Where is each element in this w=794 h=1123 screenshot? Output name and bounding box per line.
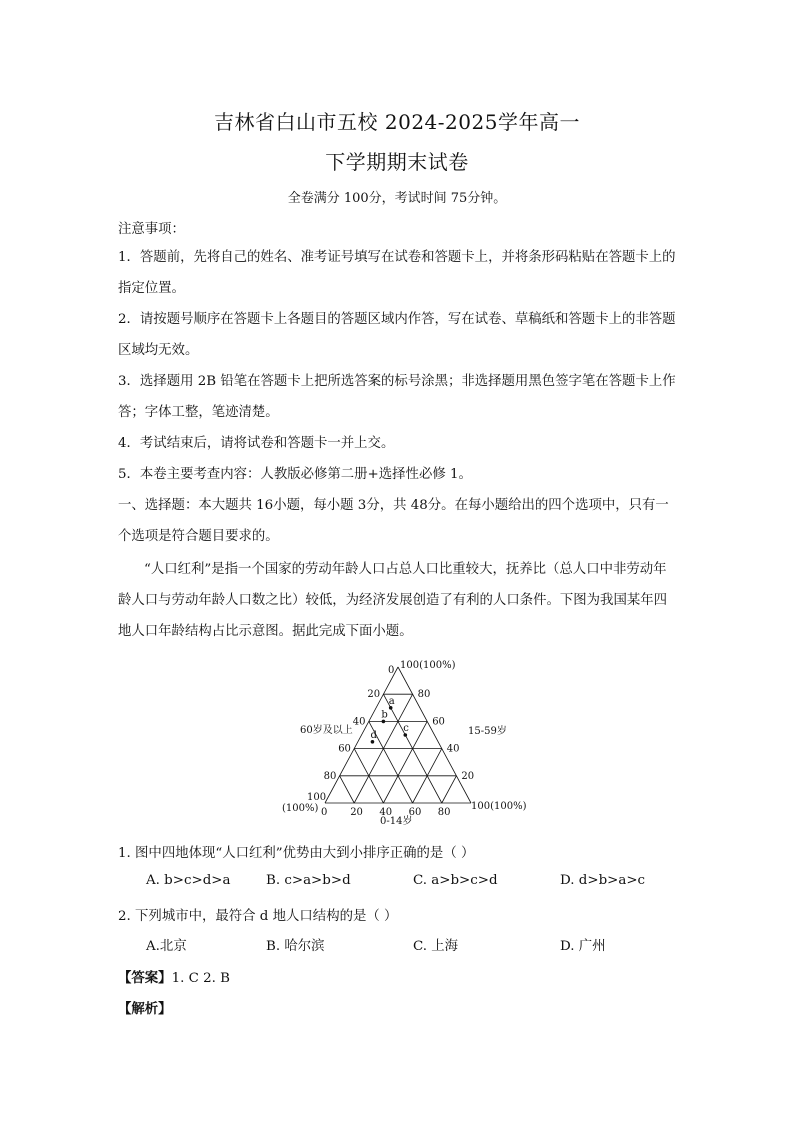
bottom-tick-label: 60 bbox=[408, 807, 422, 818]
bottom-tick-label: 20 bbox=[350, 807, 363, 818]
bottom-tick-label: 0 bbox=[321, 807, 328, 818]
notice-heading: 注意事项： bbox=[118, 222, 185, 237]
answer-label: 【答案】 bbox=[118, 970, 172, 986]
notice-item: 1．答题前，先将自己的姓名、准考证号填写在试卷和答题卡上，并将条形码粘贴在答题卡上的指定位置。 bbox=[118, 250, 676, 296]
point-label-c: c bbox=[403, 723, 409, 734]
bottom-right-label: 100(100%) bbox=[471, 801, 527, 812]
analysis-label: 【解析】 bbox=[118, 1001, 172, 1017]
right-tick-label: 40 bbox=[446, 743, 460, 755]
bottom-axis-label: 0-14岁 bbox=[380, 816, 413, 827]
page-title-line2: 下学期期末试卷 bbox=[325, 150, 469, 174]
point-label-d: d bbox=[370, 729, 377, 741]
q2-option-c: C. 上海 bbox=[413, 939, 459, 954]
answer-line bbox=[118, 967, 230, 986]
question-1: 1. 图中四地体现“人口红利”优势由大到小排序正确的是（ ） bbox=[118, 846, 475, 861]
question-stem: “人口红利”是指一个国家的劳动年龄人口占总人口比重较大，抚养比（总人口中非劳动年龄人口与劳动年龄人口数之比）较低，为经济发展创造了有利的人口条件。下图为我国某年四地人口年龄结构占比示意图。据此完成下面小题。 bbox=[118, 562, 668, 639]
point-label-a: a bbox=[388, 695, 395, 707]
triangle-edge bbox=[398, 667, 471, 803]
grid-line bbox=[442, 776, 457, 803]
right-tick-label: 20 bbox=[461, 770, 475, 782]
q2-option-a: A.北京 bbox=[146, 939, 187, 954]
left-tick-label: 20 bbox=[367, 689, 381, 701]
left-tick-label: 60 bbox=[338, 743, 351, 755]
right-axis-label: 15-59岁 bbox=[468, 726, 507, 737]
notice-item: 2．请按题号顺序在答题卡上各题目的答题区域内作答，写在试卷、草稿纸和答题卡上的非答题区域均无效。 bbox=[118, 312, 676, 358]
notice-item: 3．选择题用 2B 铅笔在答题卡上把所选答案的标号涂黑；非选择题用黑色签字笔在答题卡上作答；字体工整，笔迹清楚。 bbox=[118, 374, 676, 420]
exam-info: 全卷满分 100分，考试时间 75分钟。 bbox=[287, 191, 507, 206]
bottom-tick-label: 80 bbox=[437, 807, 451, 818]
ternary-labels bbox=[282, 660, 527, 827]
top-zero-label: 0 bbox=[388, 665, 395, 676]
notice-item: 5．本卷主要考查内容：人教版必修第二册+选择性必修 1。 bbox=[118, 467, 472, 482]
left-tick-label: 80 bbox=[323, 770, 337, 782]
right-tick-label: 80 bbox=[417, 689, 431, 701]
q1-option-d: D. d>b>a>c bbox=[560, 873, 646, 888]
left-axis-label: 60岁及以上 bbox=[300, 725, 353, 736]
bottom-left-pct: (100%) bbox=[282, 803, 319, 814]
q1-option-b: B. c>a>b>d bbox=[266, 873, 351, 888]
right-tick-label: 60 bbox=[432, 716, 445, 728]
notice-item: 4．考试结束后，请将试卷和答题卡一并上交。 bbox=[118, 436, 395, 451]
bottom-tick-label: 40 bbox=[379, 807, 393, 818]
section-heading: 一、选择题：本大题共 16小题，每小题 3分，共 48分。在每小题给出的四个选项中，只有一个选项是符合题目要求的。 bbox=[118, 498, 669, 544]
ternary-diagram-svg bbox=[270, 655, 540, 830]
q2-option-d: D. 广州 bbox=[560, 939, 606, 954]
top-label: 100(100%) bbox=[400, 660, 456, 671]
answer-text: 1. C 2. B bbox=[171, 971, 230, 986]
page-title: 吉林省白山市五校 2024-2025学年高一 bbox=[214, 110, 580, 134]
q1-option-a: A. b>c>d>a bbox=[146, 873, 231, 888]
left-tick-label: 40 bbox=[352, 716, 366, 728]
ternary-diagram bbox=[270, 655, 540, 830]
question-2: 2. 下列城市中，最符合 d 地人口结构的是（ ） bbox=[118, 909, 398, 924]
grid-line bbox=[340, 776, 355, 803]
ternary-ticks bbox=[321, 689, 474, 818]
bottom-left-100: 100 bbox=[307, 792, 327, 803]
q1-option-c: C. a>b>c>d bbox=[413, 873, 498, 888]
point-label-b: b bbox=[381, 709, 388, 721]
q2-option-b: B. 哈尔滨 bbox=[266, 939, 325, 954]
